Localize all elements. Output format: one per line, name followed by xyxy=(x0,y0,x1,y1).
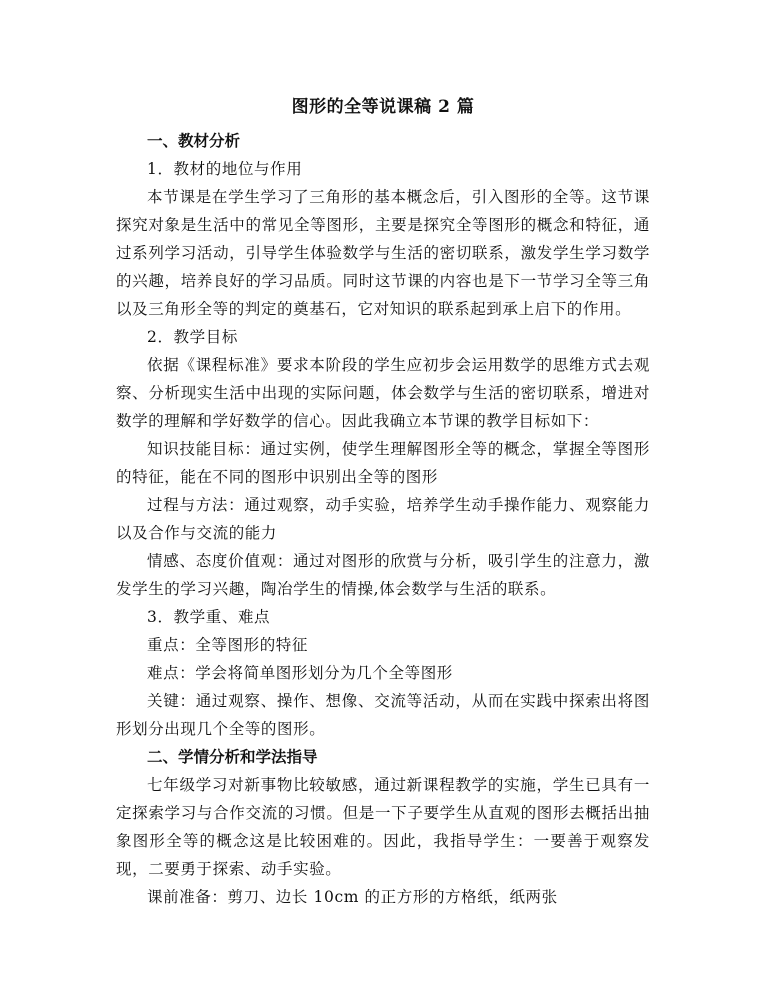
paragraph: 过程与方法：通过观察，动手实验，培养学生动手操作能力、观察能力以及合作与交流的能力 xyxy=(116,496,650,542)
document-body xyxy=(116,96,650,911)
section-heading: 一、教材分析 xyxy=(147,131,241,150)
section-heading: 二、学情分析和学法指导 xyxy=(147,747,318,766)
paragraph: 难点：学会将简单图形划分为几个全等图形 xyxy=(147,664,453,682)
subsection-heading: 3．教学重、难点 xyxy=(147,608,271,626)
paragraph: 七年级学习对新事物比较敏感，通过新课程教学的实施，学生已具有一定探索学习与合作交流的习惯。但是一下子要学生从直观的图形去概括出抽象图形全等的概念这是比较困难的。因此，我指导学生：一要善于观察发现，二要勇于探索、动手实验。 xyxy=(116,776,650,878)
paragraph: 重点：全等图形的特征 xyxy=(147,636,309,654)
paragraph: 课前准备：剪刀、边长 10cm 的正方形的方格纸，纸两张 xyxy=(147,888,558,906)
paragraph: 知识技能目标：通过实例，使学生理解图形全等的概念，掌握全等图形的特征，能在不同的图形中识别出全等的图形 xyxy=(116,440,650,486)
paragraph: 关键：通过观察、操作、想像、交流等活动，从而在实践中探索出将图形划分出现几个全等的图形。 xyxy=(116,692,650,738)
subsection-heading: 2．教学目标 xyxy=(147,328,238,346)
subsection-heading: 1．教材的地位与作用 xyxy=(147,160,303,178)
page-title: 图形的全等说课稿 2 篇 xyxy=(291,97,475,117)
paragraph: 情感、态度价值观：通过对图形的欣赏与分析，吸引学生的注意力，激发学生的学习兴趣，陶冶学生的情操,体会数学与生活的联系。 xyxy=(116,552,650,598)
paragraph: 本节课是在学生学习了三角形的基本概念后，引入图形的全等。这节课探究对象是生活中的常见全等图形，主要是探究全等图形的概念和特征，通过系列学习活动，引导学生体验数学与生活的密切联系，激发学生学习数学的兴趣，培养良好的学习品质。同时这节课的内容也是下一节学习全等三角以及三角形全等的判定的奠基石，它对知识的联系起到承上启下的作用。 xyxy=(116,188,650,318)
paragraph: 依据《课程标准》要求本阶段的学生应初步会运用数学的思维方式去观察、分析现实生活中出现的实际问题，体会数学与生活的密切联系，增进对数学的理解和学好数学的信心。因此我确立本节课的教学目标如下： xyxy=(116,356,650,430)
